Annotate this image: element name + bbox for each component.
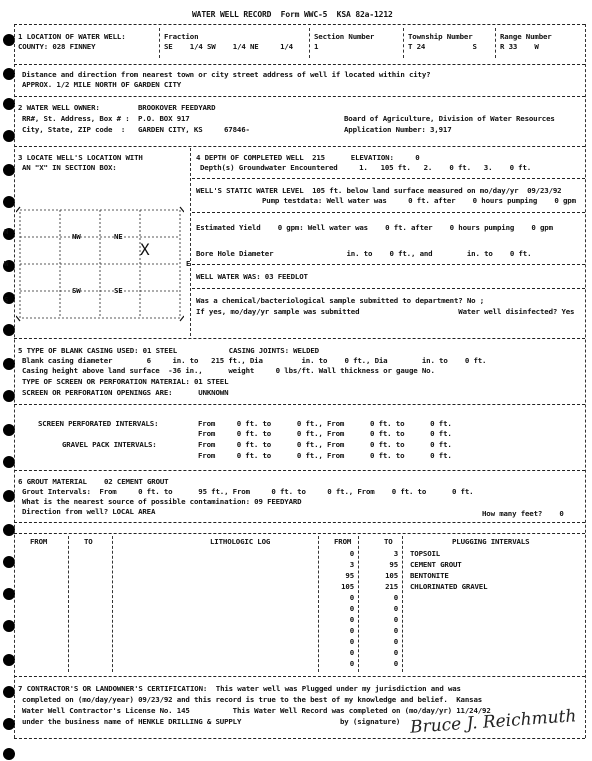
- rule: [14, 470, 585, 471]
- township-label: Township Number: [408, 32, 473, 41]
- interval-row: From 0 ft. to 0 ft., From 0 ft. to 0 ft.: [198, 419, 452, 428]
- from-header: FROM: [30, 537, 48, 546]
- log-desc: CHLORINATED GRAVEL: [410, 582, 488, 591]
- cert-line: completed on (mo/day/year) 09/23/92 and this record is true to the best of my knowledge and belief. Kansas: [22, 695, 483, 704]
- locate-subtitle: AN "X" IN SECTION BOX:: [22, 163, 117, 172]
- pump-test: Pump testdata: Well water was 0 ft. after 0 hours pumping 0 gpm: [262, 196, 576, 205]
- log-desc: CEMENT GROUT: [410, 560, 462, 569]
- log-to: 0: [393, 648, 398, 657]
- direction-s: S: [4, 295, 9, 304]
- log-to: 0: [393, 615, 398, 624]
- rule: [14, 404, 585, 405]
- city-label: City, State, ZIP code :: [22, 125, 126, 134]
- sample-submitted: If yes, mo/day/yr sample was submitted Water well disinfected? Yes: [196, 307, 575, 316]
- interval-row: From 0 ft. to 0 ft., From 0 ft. to 0 ft.: [198, 440, 452, 449]
- direction-from-well: Direction from well? LOCAL AREA: [22, 507, 156, 516]
- grout-intervals: Grout Intervals: From 0 ft. to 95 ft., From 0 ft. to 0 ft., From 0 ft. to 0 ft.: [22, 487, 474, 496]
- township-value: T 24 S: [408, 42, 477, 51]
- from2-header: FROM: [334, 537, 352, 546]
- rule: [192, 288, 585, 289]
- perforated-label: SCREEN PERFORATED INTERVALS:: [38, 419, 159, 428]
- rule: [14, 533, 585, 534]
- log-from: 0: [349, 593, 354, 602]
- direction-e: E: [186, 259, 191, 268]
- rule: [14, 146, 585, 147]
- to-header: TO: [84, 537, 93, 546]
- screen-openings: SCREEN OR PERFORATION OPENINGS ARE: UNKNOWN: [22, 388, 229, 397]
- log-from: 0: [349, 604, 354, 613]
- quadrant-nw: NW: [72, 232, 81, 241]
- application-number: Application Number: 3,917: [344, 125, 452, 134]
- signature-label: by (signature): [340, 717, 401, 726]
- log-from: 0: [349, 637, 354, 646]
- log-from: 105: [341, 582, 354, 591]
- log-from: 3: [349, 560, 354, 569]
- log-to: 0: [393, 637, 398, 646]
- log-from: 0: [349, 626, 354, 635]
- log-to: 95: [389, 560, 398, 569]
- rule: [14, 24, 585, 25]
- distance-label: Distance and direction from nearest town or city street address of well if located within city?: [22, 70, 431, 79]
- locate-title: 3 LOCATE WELL'S LOCATION WITH: [18, 153, 143, 162]
- cert-line: under the business name of HENKLE DRILLING & SUPPLY: [22, 717, 242, 726]
- quadrant-se: SE: [114, 286, 123, 295]
- range-label: Range Number: [500, 32, 552, 41]
- rule: [14, 96, 585, 97]
- section-grid-lines: [16, 206, 184, 322]
- chemical-sample: Was a chemical/bacteriological sample submitted to department? No ;: [196, 296, 485, 305]
- gravel-label: GRAVEL PACK INTERVALS:: [62, 440, 157, 449]
- address-label: RR#, St. Address, Box # :: [22, 114, 130, 123]
- direction-w: W: [4, 259, 9, 268]
- rule: [192, 178, 585, 179]
- cert-line: Water Well Contractor's License No. 145 This Water Well Record was completed on (mo/day/yr) 11/24/92: [22, 706, 491, 715]
- log-desc: BENTONITE: [410, 571, 449, 580]
- log-to: 3: [393, 549, 398, 558]
- rule: [192, 264, 585, 265]
- log-to: 215: [385, 582, 398, 591]
- quadrant-ne: NE: [114, 232, 123, 241]
- section-divider: [190, 148, 191, 336]
- column-divider: [309, 28, 310, 58]
- column-divider: [112, 536, 113, 672]
- rule: [14, 338, 585, 339]
- well-water-was: WELL WATER WAS: 03 FEEDLOT: [196, 272, 308, 281]
- log-to: 0: [393, 626, 398, 635]
- interval-row: From 0 ft. to 0 ft., From 0 ft. to 0 ft.: [198, 429, 452, 438]
- log-from: 0: [349, 659, 354, 668]
- binder-hole: [3, 748, 15, 760]
- fraction-value: SE 1/4 SW 1/4 NE 1/4: [164, 42, 293, 51]
- rule: [14, 64, 585, 65]
- city-value: GARDEN CITY, KS 67846-: [138, 125, 250, 134]
- grout-material: 6 GROUT MATERIAL 02 CEMENT GROUT: [18, 477, 169, 486]
- casing-type: 5 TYPE OF BLANK CASING USED: 01 STEEL CASING JOINTS: WELDED: [18, 346, 319, 355]
- rule: [14, 738, 585, 739]
- county-value: COUNTY: 028 FINNEY: [18, 42, 96, 51]
- column-divider: [358, 536, 359, 672]
- column-divider: [159, 28, 160, 58]
- plugging-header: PLUGGING INTERVALS: [452, 537, 530, 546]
- log-desc: TOPSOIL: [410, 549, 441, 558]
- section-label: Section Number: [314, 32, 375, 41]
- left-border: [14, 24, 15, 738]
- static-level: WELL'S STATIC WATER LEVEL 105 ft. below land surface measured on mo/day/yr 09/23/92: [196, 186, 562, 195]
- distance-value: APPROX. 1/2 MILE NORTH OF GARDEN CITY: [22, 80, 182, 89]
- address-value: P.O. BOX 917: [138, 114, 190, 123]
- casing-diameter: Blank casing diameter 6 in. to 215 ft., Dia in. to 0 ft., Dia in. to 0 ft.: [22, 356, 487, 365]
- contractor-signature: Bruce J. Reichmuth: [409, 706, 577, 738]
- column-divider: [68, 536, 69, 672]
- column-divider: [318, 536, 319, 672]
- quadrant-sw: SW: [72, 286, 81, 295]
- contamination-source: What is the nearest source of possible contamination: 09 FEEDYARD: [22, 497, 302, 506]
- to2-header: TO: [384, 537, 393, 546]
- log-to: 105: [385, 571, 398, 580]
- cert-line: 7 CONTRACTOR'S OR LANDOWNER'S CERTIFICATION: This water well was Plugged under my jurisdiction and was: [18, 684, 461, 693]
- fraction-label: Fraction: [164, 32, 199, 41]
- estimated-yield: Estimated Yield 0 gpm: Well water was 0 ft. after 0 hours pumping 0 gpm: [196, 223, 553, 232]
- bore-hole: Bore Hole Diameter in. to 0 ft., and in. to 0 ft.: [196, 249, 532, 258]
- log-from: 0: [349, 549, 354, 558]
- rule: [14, 522, 585, 523]
- log-from: 95: [345, 571, 354, 580]
- column-divider: [402, 536, 403, 672]
- log-to: 0: [393, 659, 398, 668]
- interval-row: From 0 ft. to 0 ft., From 0 ft. to 0 ft.: [198, 451, 452, 460]
- rule: [14, 676, 585, 677]
- log-to: 0: [393, 593, 398, 602]
- rule: [192, 212, 585, 213]
- section-value: 1: [314, 42, 319, 51]
- right-border: [585, 24, 586, 738]
- casing-height: Casing height above land surface -36 in., weight 0 lbs/ft. Wall thickness or gauge No.: [22, 366, 435, 375]
- section-grid: [4, 206, 191, 322]
- column-divider: [495, 28, 496, 58]
- direction-n: N: [4, 227, 9, 236]
- log-from: 0: [349, 648, 354, 657]
- column-divider: [403, 28, 404, 58]
- form-title: WATER WELL RECORD Form WWC-5 KSA 82a-1212: [192, 10, 393, 19]
- log-from: 0: [349, 615, 354, 624]
- how-many-feet: How many feet? 0: [482, 509, 564, 518]
- location-label: 1 LOCATION OF WATER WELL:: [18, 32, 126, 41]
- groundwater-line: Depth(s) Groundwater Encountered 1. 105 ft. 2. 0 ft. 3. 0 ft.: [200, 163, 532, 172]
- screen-material: TYPE OF SCREEN OR PERFORATION MATERIAL: 01 STEEL: [22, 377, 229, 386]
- log-to: 0: [393, 604, 398, 613]
- well-location-mark: X: [140, 240, 150, 259]
- board-text: Board of Agriculture, Division of Water Resources: [344, 114, 555, 123]
- depth-line: 4 DEPTH OF COMPLETED WELL 215 ELEVATION: 0: [196, 153, 420, 162]
- range-value: R 33 W: [500, 42, 539, 51]
- owner-label: 2 WATER WELL OWNER:: [18, 103, 100, 112]
- lithologic-header: LITHOLOGIC LOG: [210, 537, 271, 546]
- owner-name: BROOKOVER FEEDYARD: [138, 103, 216, 112]
